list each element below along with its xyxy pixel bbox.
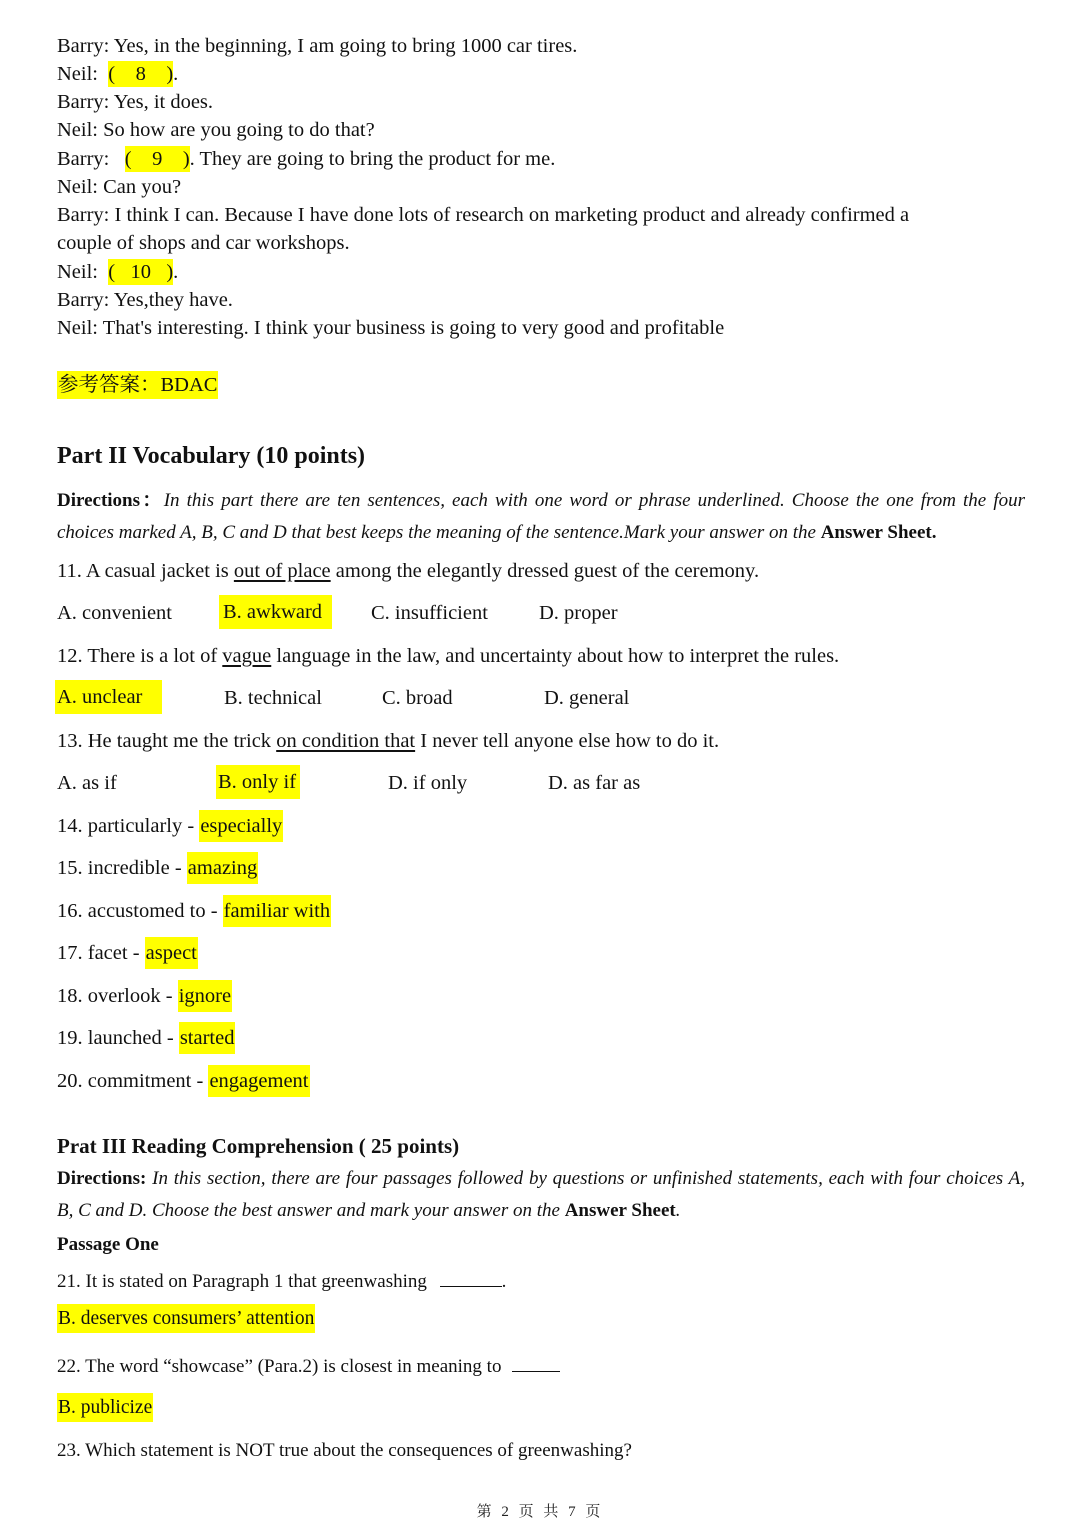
answer-key-line: [57, 371, 218, 399]
q21-tail: .: [501, 1271, 507, 1292]
dialogue-line: [57, 88, 213, 116]
dialogue-text-after: .: [173, 261, 179, 283]
part2-heading: Part II Vocabulary (10 points): [57, 443, 366, 469]
dialogue-line: [57, 258, 178, 286]
speaker: Neil:: [57, 119, 98, 141]
q12-option-d: D. general: [544, 687, 630, 709]
dialogue-line: [57, 173, 181, 201]
answer-blank: ( 9 ): [124, 148, 190, 170]
q11-pre: 11. A casual jacket is: [57, 560, 234, 582]
dialogue-text: Yes, in the beginning, I am going to bring 1000 car tires.: [109, 35, 578, 57]
q12-underlined: vague: [222, 645, 272, 667]
dialogue-line: [57, 201, 909, 229]
part2-directions-end: .: [931, 522, 937, 543]
q13-pre: 13. He taught me the trick: [57, 730, 277, 752]
answer-21: B. deserves consumers’ attention: [57, 1304, 315, 1333]
part2-directions: [57, 485, 1025, 549]
dialogue-line: [57, 145, 555, 173]
vocabulary-answer: familiar with: [223, 895, 331, 927]
dialogue-line: [57, 60, 178, 88]
vocabulary-answer: engagement: [208, 1065, 309, 1097]
q22-blank: [512, 1355, 560, 1372]
passage-title: Passage One: [57, 1234, 159, 1255]
part3-answer-sheet: Answer Sheet: [564, 1200, 676, 1221]
question-13: [57, 727, 719, 755]
q21-blank: [440, 1270, 502, 1287]
dialogue-text: Can you?: [98, 176, 182, 198]
q12-option-c: C. broad: [382, 687, 453, 709]
speaker: Neil:: [57, 63, 98, 85]
dialogue-line: [57, 116, 375, 144]
vocabulary-pair: [57, 854, 258, 882]
vocabulary-word: 17. facet -: [57, 942, 145, 964]
dialogue-text: couple of shops and car workshops.: [57, 232, 350, 254]
vocabulary-word: 16. accustomed to -: [57, 900, 223, 922]
question-21: [57, 1268, 506, 1296]
q11-option-b: B. awkward: [219, 595, 332, 629]
speaker: Barry:: [57, 204, 110, 226]
question-23: 23. Which statement is NOT true about the consequences of greenwashing?: [57, 1440, 632, 1461]
speaker: Neil:: [57, 317, 98, 339]
vocabulary-word: 15. incredible -: [57, 857, 187, 879]
part2-directions-label: Directions：: [57, 490, 164, 511]
dialogue-text: Yes,they have.: [109, 289, 233, 311]
vocabulary-answer: started: [179, 1022, 236, 1054]
vocabulary-word: 14. particularly -: [57, 815, 200, 837]
part3-heading: Prat III Reading Comprehension ( 25 points): [57, 1134, 460, 1158]
speaker: Barry:: [57, 148, 110, 170]
question-12: [57, 642, 839, 670]
q12-pre: 12. There is a lot of: [57, 645, 223, 667]
dialogue-line: [57, 314, 724, 342]
speaker: Barry:: [57, 289, 110, 311]
q21-text: 21. It is stated on Paragraph 1 that greenwashing: [57, 1271, 427, 1292]
dialogue-text: Yes, it does.: [109, 91, 214, 113]
speaker: Barry:: [57, 91, 110, 113]
speaker: Barry:: [57, 35, 110, 57]
vocabulary-word: 18. overlook -: [57, 985, 178, 1007]
dialogue-line: [57, 32, 577, 60]
dialogue-text-after: .: [173, 63, 179, 85]
q11-option-a: A. convenient: [57, 602, 172, 624]
answer-22: B. publicize: [57, 1393, 153, 1422]
answer-key: 参考答案：BDAC: [57, 371, 218, 399]
answer-21-line: [57, 1305, 315, 1333]
part3-directions-label: Directions:: [57, 1168, 147, 1189]
dialogue-line: [57, 286, 233, 314]
q13-option-a: A. as if: [57, 772, 117, 794]
vocabulary-pair: [57, 897, 331, 925]
part3-directions-text: In this section, there are four passages followed by questions or unfinished statements, each with four choices A, B, C and D. Choose the best answer and mark your answer on the: [57, 1168, 1025, 1221]
dialogue-text: [98, 261, 108, 283]
vocabulary-pair: [57, 1067, 310, 1095]
answer-blank: ( 10 ): [108, 261, 174, 283]
q13-option-b: B. only if: [216, 765, 300, 799]
q11-underlined: out of place: [233, 560, 331, 582]
answer-22-line: [57, 1394, 153, 1422]
q13-underlined: on condition that: [276, 730, 416, 752]
dialogue-text: [98, 63, 108, 85]
vocabulary-answer: aspect: [145, 937, 198, 969]
vocabulary-answer: especially: [199, 810, 283, 842]
question-11: [57, 557, 759, 585]
speaker: Neil:: [57, 176, 98, 198]
dialogue-text: So how are you going to do that?: [98, 119, 375, 141]
dialogue-text: That's interesting. I think your business is going to very good and profitable: [98, 317, 725, 339]
question-22: [57, 1353, 560, 1381]
speaker: Neil:: [57, 261, 98, 283]
dialogue-text: I think I can. Because I have done lots of research on marketing product and already confirmed a: [109, 204, 910, 226]
vocabulary-word: 20. commitment -: [57, 1070, 209, 1092]
vocabulary-word: 19. launched -: [57, 1027, 179, 1049]
part3-directions-end: .: [675, 1200, 681, 1221]
q11-option-c: C. insufficient: [371, 602, 488, 624]
answer-blank: ( 8 ): [108, 63, 174, 85]
vocabulary-pair: [57, 1024, 235, 1052]
vocabulary-pair: [57, 812, 283, 840]
vocabulary-answer: amazing: [187, 852, 258, 884]
part3-directions: [57, 1163, 1025, 1227]
page-footer: 第 2 页 共 7 页: [476, 1504, 604, 1520]
vocabulary-pair: [57, 939, 198, 967]
dialogue-text-after: . They are going to bring the product for me.: [189, 148, 556, 170]
vocabulary-pair: [57, 982, 232, 1010]
q13-option-c: D. if only: [388, 772, 468, 794]
q11-post: among the elegantly dressed guest of the ceremony.: [330, 560, 760, 582]
vocabulary-answer: ignore: [178, 980, 232, 1012]
part2-answer-sheet: Answer Sheet: [820, 522, 932, 543]
q13-option-d: D. as far as: [548, 772, 641, 794]
q11-option-d: D. proper: [539, 602, 618, 624]
part2-directions-text: In this part there are ten sentences, each with one word or phrase underlined. Choose the one from the four choices marked A, B, C and D that best keeps the meaning of the sentence.Mark your answer on the: [57, 490, 1025, 543]
q12-option-a: A. unclear: [55, 680, 162, 714]
q12-post: language in the law, and uncertainty about how to interpret the rules.: [271, 645, 840, 667]
q12-option-b: B. technical: [224, 687, 322, 709]
q13-post: I never tell anyone else how to do it.: [415, 730, 720, 752]
dialogue-line: [57, 229, 350, 257]
dialogue-text: [109, 148, 124, 170]
q22-text: 22. The word “showcase” (Para.2) is closest in meaning to: [57, 1356, 502, 1377]
